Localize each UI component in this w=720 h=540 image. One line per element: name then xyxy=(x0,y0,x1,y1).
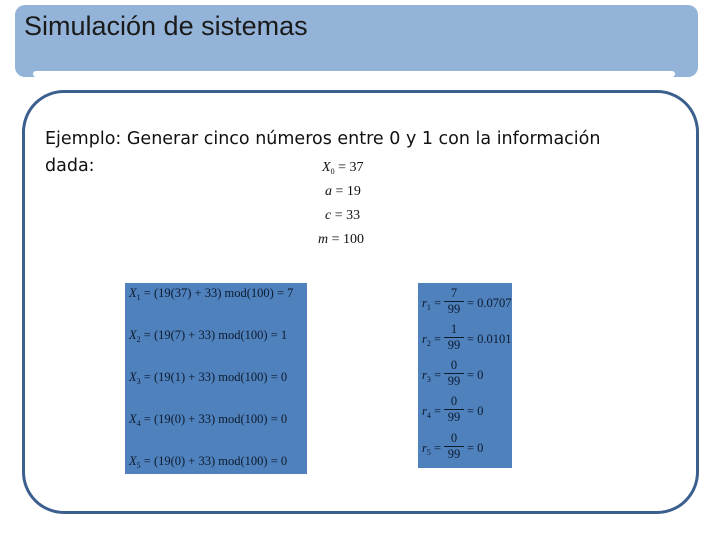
param-a: a = 19 xyxy=(325,184,361,199)
param-m: m = 100 xyxy=(318,232,365,247)
fraction: 0 99 xyxy=(444,359,464,388)
fraction: 0 99 xyxy=(444,432,464,461)
random-row: $r_5$ = 0 99 = 0 xyxy=(422,431,484,461)
title-underline xyxy=(33,71,675,77)
intro-text: Ejemplo: Generar cinco números entre 0 y 1 con la información dada: xyxy=(45,129,601,176)
fraction: 7 99 xyxy=(444,287,464,316)
equation-row: $X_1 = (19(37) + 33) mod(100) = 7$ xyxy=(129,286,294,302)
random-row: $r_4$ = 0 99 = 0 xyxy=(422,394,484,424)
param-x0: $X_0 = 37$ xyxy=(322,160,364,176)
equation-row: $X_3 = (19(1) + 33) mod(100) = 0$ xyxy=(129,370,288,386)
random-row: $r_2$ = 1 99 = 0.0101 xyxy=(422,322,512,352)
lcg-equations-panel xyxy=(125,283,307,474)
random-row: $r_1$ = 7 99 = 0.0707 xyxy=(422,286,512,316)
fraction: 1 99 xyxy=(444,323,464,352)
equation-row: $X_5 = (19(0) + 33) mod(100) = 0$ xyxy=(129,454,288,470)
equation-row: $X_4 = (19(0) + 33) mod(100) = 0$ xyxy=(129,412,288,428)
random-numbers-panel xyxy=(418,283,512,468)
equation-row: $X_2 = (19(7) + 33) mod(100) = 1$ xyxy=(129,328,288,344)
param-c: c = 33 xyxy=(325,208,361,223)
fraction: 0 99 xyxy=(444,395,464,424)
slide-title: Simulación de sistemas xyxy=(24,11,308,41)
random-row: $r_3$ = 0 99 = 0 xyxy=(422,358,484,388)
